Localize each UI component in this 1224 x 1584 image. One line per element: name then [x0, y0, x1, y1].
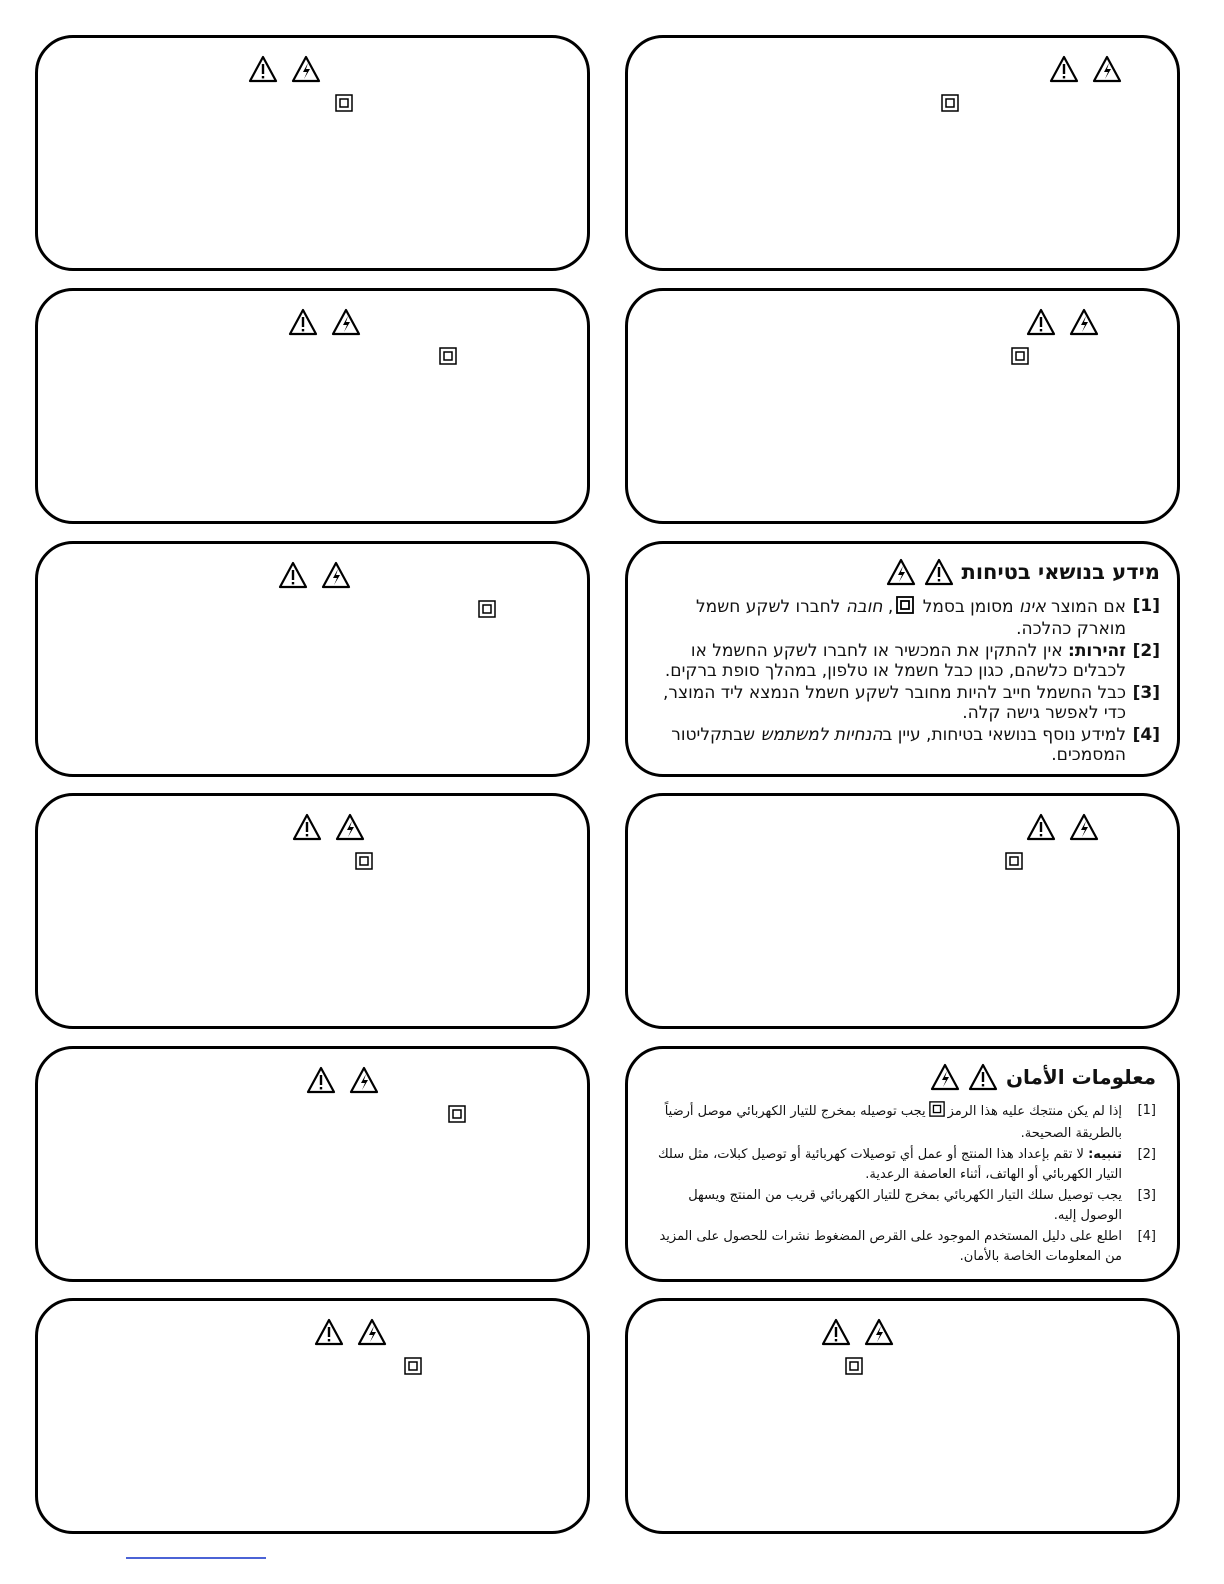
item-number: [2]	[1137, 1147, 1156, 1162]
hebrew-safety-card	[625, 541, 1180, 777]
double-insulation-icon	[1005, 852, 1023, 870]
double-insulation-icon	[448, 1105, 466, 1123]
right-card-2	[625, 288, 1180, 524]
warning-triangle-icon	[292, 813, 322, 841]
item-text: إذا لم يكن منتجك عليه هذا الرمزيجب توصيله بمخرج للتيار الكهربائي موصل أرضياً بالطريقة الصحيحة.	[648, 1101, 1122, 1144]
electric-hazard-icon	[335, 813, 365, 841]
warning-triangle-icon	[314, 1318, 344, 1346]
electric-hazard-icon	[357, 1318, 387, 1346]
left-card-1	[35, 35, 590, 271]
left-card-3	[35, 541, 590, 777]
warning-triangle-icon	[1026, 308, 1056, 336]
electric-hazard-icon	[291, 55, 321, 83]
list-item	[648, 683, 1160, 723]
double-insulation-icon	[355, 852, 373, 870]
electric-hazard-icon	[349, 1066, 379, 1094]
hebrew-title-text: מידע בנושאי בטיחות	[961, 560, 1160, 584]
double-insulation-icon	[439, 347, 457, 365]
double-insulation-icon	[478, 600, 496, 618]
left-card-5	[35, 1046, 590, 1282]
double-insulation-icon	[335, 94, 353, 112]
double-insulation-icon	[929, 1101, 945, 1124]
double-insulation-icon	[1011, 347, 1029, 365]
item-text: تنبيه: لا تقم بإعداد هذا المنتج أو عمل أي توصيلات كهربائية أو توصيل كبلات، مثل سلك التيار الكهربائي أو الهاتف، أثناء العاصفة الرعدية.	[657, 1147, 1122, 1182]
item-number: [3]	[1137, 1188, 1156, 1203]
warning-triangle-icon	[821, 1318, 851, 1346]
list-item	[648, 1145, 1156, 1185]
list-item	[648, 1101, 1156, 1144]
list-item	[648, 641, 1160, 681]
hebrew-safety-content	[648, 558, 1160, 767]
item-number: [4]	[1137, 1229, 1156, 1244]
warning-triangle-icon	[248, 55, 278, 83]
item-text: اطلع على دليل المستخدم الموجود على القرص المضغوط نشرات للحصول على المزيد من المعلومات الخاصة بالأمان.	[659, 1229, 1122, 1264]
double-insulation-icon	[404, 1357, 422, 1375]
right-card-6	[625, 1298, 1180, 1534]
double-insulation-icon	[845, 1357, 863, 1375]
warning-triangle-icon	[1049, 55, 1079, 83]
warning-triangle-icon	[924, 558, 954, 586]
electric-hazard-icon	[321, 561, 351, 589]
left-card-6	[35, 1298, 590, 1534]
electric-hazard-icon	[1069, 813, 1099, 841]
warning-triangle-icon	[306, 1066, 336, 1094]
double-insulation-icon	[896, 596, 914, 619]
electric-hazard-icon	[1069, 308, 1099, 336]
footer-rule	[126, 1557, 266, 1559]
left-card-2	[35, 288, 590, 524]
electric-hazard-icon	[886, 558, 916, 586]
arabic-title-text: معلومات الأمان	[1005, 1065, 1156, 1089]
item-text: כבל החשמל חייב להיות מחובר לשקע חשמל הנמצא ליד המוצר, כדי לאפשר גישה קלה.	[663, 683, 1126, 723]
list-item	[648, 1227, 1156, 1267]
arabic-safety-title	[648, 1063, 1156, 1091]
item-text: אם המוצר אינו מסומן בסמל , חובה לחברו לשקע חשמל מוארק כהלכה.	[695, 597, 1126, 639]
item-number: [1]	[1132, 596, 1160, 616]
list-item	[648, 725, 1160, 765]
list-item	[648, 596, 1160, 639]
item-number: [3]	[1132, 683, 1160, 703]
hebrew-safety-title	[648, 558, 1160, 586]
warning-triangle-icon	[968, 1063, 998, 1091]
item-number: [4]	[1132, 725, 1160, 745]
arabic-safety-content	[648, 1063, 1156, 1268]
item-text: זהירות: אין להתקין את המכשיר או לחברו לשקע החשמל או לכבלים כלשהם, כגון כבל חשמל או טלפון, במהלך סופת ברקים.	[664, 641, 1126, 681]
right-card-4	[625, 793, 1180, 1029]
item-text: يجب توصيل سلك التيار الكهربائي بمخرج للتيار الكهربائي قريب من المنتج ويسهل الوصول إليه.	[688, 1188, 1122, 1223]
item-number: [1]	[1137, 1103, 1156, 1118]
left-card-4	[35, 793, 590, 1029]
warning-triangle-icon	[288, 308, 318, 336]
list-item	[648, 1186, 1156, 1226]
item-number: [2]	[1132, 641, 1160, 661]
right-card-1	[625, 35, 1180, 271]
electric-hazard-icon	[930, 1063, 960, 1091]
warning-triangle-icon	[278, 561, 308, 589]
warning-triangle-icon	[1026, 813, 1056, 841]
arabic-safety-card	[625, 1046, 1180, 1282]
double-insulation-icon	[941, 94, 959, 112]
electric-hazard-icon	[864, 1318, 894, 1346]
item-text: למידע נוסף בנושאי בטיחות, עיין בהנחיות למשתמש שבתקליטור המסמכים.	[671, 725, 1126, 765]
electric-hazard-icon	[1092, 55, 1122, 83]
electric-hazard-icon	[331, 308, 361, 336]
